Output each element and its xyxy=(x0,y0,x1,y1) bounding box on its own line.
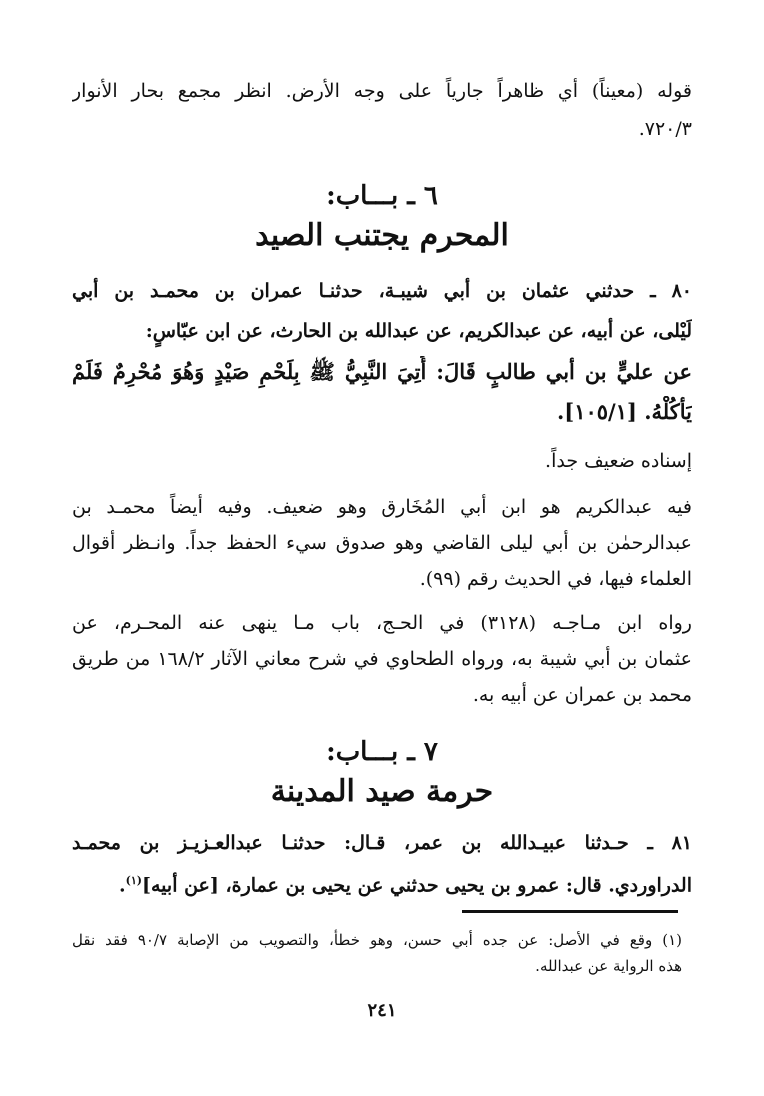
commentary-line-1: فيه عبدالكريم هو ابن أبي المُخَارق وهو ضعيف. وفيه أيضاً محمـد بن xyxy=(72,496,692,518)
hadith-81-isnad-line-1: ٨١ ـ حـدثنا عبيـدالله بن عمر، قـال: حدثنـا عبدالعـزيـز بن محمـد xyxy=(72,832,692,854)
chapter-7-title: حرمة صيد المدينة xyxy=(270,774,494,809)
chapter-7-number: ٧ ـ بـــاب: xyxy=(326,737,438,767)
top-note-line-2: .٧٢٠/٣ xyxy=(638,118,692,140)
hadith-80-matn-line-1: عن عليٍّ بن أبي طالبٍ قَالَ: أُتِيَ النَّبِيُّ ﷺ بِلَحْمِ صَيْدٍ وَهُوَ مُحْرِمٌ فَلَمْ xyxy=(72,359,692,384)
hadith-80-grading: إسناده ضعيف جداً. xyxy=(545,450,692,472)
footnote-line-2: هذه الرواية عن عبدالله. xyxy=(535,957,682,975)
hadith-81-isnad-line-2 xyxy=(72,866,692,898)
chapter-6-title: المحرم يجتنب الصيد xyxy=(255,218,509,253)
hadith-80-isnad-line-2: لَيْلى، عن أبيه، عن عبدالكريم، عن عبدالله بن الحارث، عن ابن عبّاسٍ: xyxy=(145,320,692,342)
footnote-reference: (١) xyxy=(125,874,142,887)
hadith-80-isnad-line-1: ٨٠ ـ حدثني عثمان بن أبي شيبـة، حدثنـا عمران بن محمـد بن أبي xyxy=(72,280,692,302)
takhrij-line-2: عثمان بن أبي شيبة به، ورواه الطحاوي في شرح معاني الآثار ١٦٨/٢ من طريق xyxy=(72,648,692,670)
takhrij-line-1: رواه ابن مـاجـه (٣١٢٨) في الحـج، باب مـا ينهى عنه المحـرم، عن xyxy=(72,612,692,634)
footnote-divider xyxy=(462,910,678,913)
hadith-81-isnad-line-2-text: الدراوردي. قال: عمرو بن يحيى حدثني عن يحيى بن عمارة، [عن أبيه] xyxy=(142,874,692,897)
takhrij-line-3: محمد بن عمران عن أبيه به. xyxy=(472,684,692,706)
commentary-line-3: العلماء فيها، في الحديث رقم (٩٩). xyxy=(419,568,692,590)
top-note-line-1: قوله (معيناً) أي ظاهراً جارياً على وجه الأرض. انظر مجمع بحار الأنوار xyxy=(72,80,692,102)
hadith-81-isnad-line-2-end: . xyxy=(119,874,126,897)
commentary-line-2: عبدالرحمٰن بن أبي ليلى القاضي وهو صدوق سيء الحفظ جداً. وانـظر أقوال xyxy=(72,532,692,554)
footnote-line-1: (١) وقع في الأصل: عن جده أبي حسن، وهو خطأ، والتصويب من الإصابة ٩٠/٧ فقد نقل xyxy=(72,931,682,949)
hadith-80-matn-line-2: يَأْكُلْهُ. [١٠٥/١]. xyxy=(556,399,692,424)
chapter-6-number: ٦ ـ بـــاب: xyxy=(326,181,438,211)
page-number: ٢٤١ xyxy=(367,1000,397,1021)
